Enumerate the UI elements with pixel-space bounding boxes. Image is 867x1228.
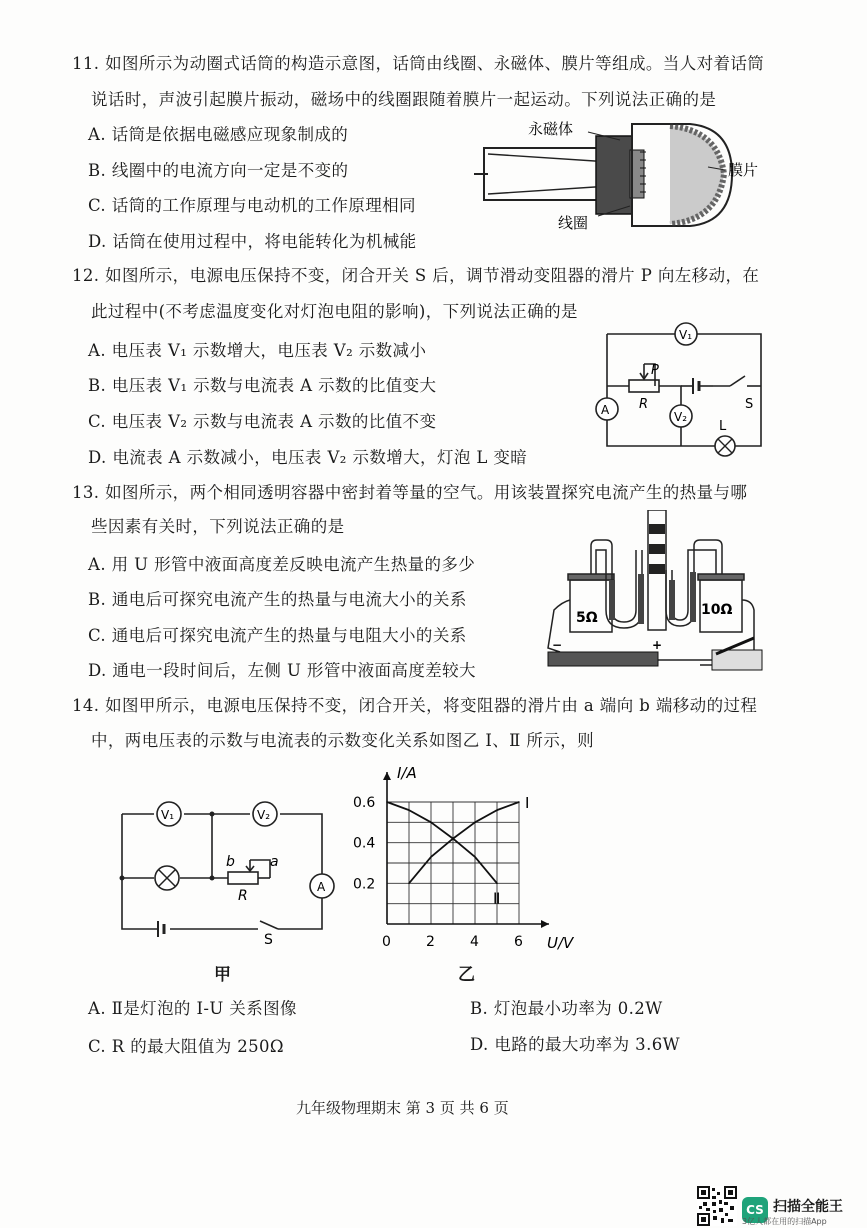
joule-heating-apparatus [540, 510, 770, 682]
q11-stem-line1: 11. 如图所示为动圈式话筒的构造示意图，话筒由线圈、永磁体、膜片等组成。当人对着话筒 [72, 54, 765, 73]
q12-stem-line2: 此过程中(不考虑温度变化对灯泡电阻的影响)，下列说法正确的是 [91, 302, 578, 321]
fig11-label-coil: 线圈 [558, 214, 589, 232]
fig11-label-magnet: 永磁体 [528, 120, 574, 138]
y-axis-label: I/A [397, 764, 417, 782]
q13-option-d: D. 通电一段时间后，左侧 U 形管中液面高度差较大 [88, 661, 476, 680]
fig12-rheostat-label: R [639, 397, 649, 412]
fig14-rheostat-label: R [238, 888, 248, 904]
q13-stem-line2: 些因素有关时，下列说法正确的是 [91, 517, 345, 536]
chart-axes [383, 764, 575, 952]
q13-option-a: A. 用 U 形管中液面高度差反映电流产生热量的多少 [88, 555, 476, 574]
series-label: Ⅱ [493, 889, 501, 908]
series-point [496, 809, 498, 811]
fig11-label-diaphragm: 膜片 [728, 161, 759, 179]
q12-option-a: A. 电压表 V₁ 示数增大，电压表 V₂ 示数减小 [88, 341, 427, 360]
x-axis-arrow [541, 920, 549, 928]
x-tick-label: 2 [426, 934, 435, 950]
fig12-v2-label: V₂ [674, 410, 688, 424]
fig13-r-left-label: 5Ω [576, 610, 598, 626]
series-label: Ⅰ [525, 794, 530, 812]
x-tick-label: 6 [514, 934, 523, 950]
qr-code-icon [697, 1186, 737, 1226]
x-tick-label: 0 [382, 934, 391, 950]
caption-yi: 乙 [458, 965, 475, 985]
fig13-minus-label: − [552, 638, 563, 652]
chart-series [386, 794, 529, 907]
fig12-slider-label: P [651, 363, 659, 378]
q13-stem-line1: 13. 如图所示，两个相同透明容器中密封着等量的空气。用该装置探究电流产生的热量与哪 [72, 483, 748, 502]
q12-option-b: B. 电压表 V₁ 示数与电流表 A 示数的比值变大 [88, 376, 437, 395]
series-point [430, 856, 432, 858]
q14-option-b: B. 灯泡最小功率为 0.2W [470, 999, 663, 1018]
q11-option-a: A. 话筒是依据电磁感应现象制成的 [88, 125, 349, 144]
chart-ticks [353, 795, 523, 950]
series-point [408, 883, 410, 885]
y-axis-arrow [383, 772, 391, 780]
q13-option-c: C. 通电后可探究电流产生的热量与电阻大小的关系 [88, 626, 467, 645]
fig14-ammeter-label: A [317, 880, 326, 894]
q14-option-d: D. 电路的最大功率为 3.6W [470, 1035, 680, 1054]
series-point [518, 801, 520, 803]
q14-option-a: A. Ⅱ是灯泡的 I-U 关系图像 [88, 999, 297, 1018]
fig12-ammeter-label: A [601, 403, 610, 417]
x-axis-label: U/V [547, 934, 574, 952]
series-point [408, 809, 410, 811]
q11-option-c: C. 话筒的工作原理与电动机的工作原理相同 [88, 196, 416, 215]
fig12-lamp-label: L [719, 419, 727, 434]
series-point [430, 822, 432, 824]
y-tick-label: 0.2 [353, 876, 376, 893]
q11-option-b: B. 线圈中的电流方向一定是不变的 [88, 161, 349, 180]
y-tick-label: 0.4 [353, 835, 376, 852]
circuit-q12 [585, 318, 775, 458]
microphone-figure [470, 112, 800, 242]
scanner-brand-sub: 3亿人都在用的扫描App [742, 1217, 827, 1226]
series-point [496, 883, 498, 885]
fig14-b-label: b [226, 854, 235, 870]
caption-jia: 甲 [214, 965, 231, 985]
fig14-a-label: a [270, 854, 279, 870]
scanner-brand: 扫描全能王 [773, 1199, 843, 1215]
q11-option-d: D. 话筒在使用过程中，将电能转化为机械能 [88, 232, 417, 251]
q14-stem-line2: 中，两电压表的示数与电流表的示数变化关系如图乙 Ⅰ、Ⅱ 所示，则 [91, 731, 595, 750]
y-tick-label: 0.6 [353, 795, 376, 811]
scanner-logo-badge: CS [742, 1197, 768, 1223]
circuit-q14-jia [110, 796, 346, 946]
iu-chart [350, 764, 590, 954]
q12-option-c: C. 电压表 V₂ 示数与电流表 A 示数的比值不变 [88, 412, 437, 431]
fig14-v1-label: V₁ [161, 808, 175, 822]
fig12-switch-label: S [745, 397, 754, 412]
q14-stem-line1: 14. 如图甲所示，电源电压保持不变，闭合开关，将变阻器的滑片由 a 端向 b 端移动的过程 [72, 696, 758, 715]
series-point [452, 838, 454, 840]
q12-stem-line1: 12. 如图所示，电源电压保持不变，闭合开关 S 后，调节滑动变阻器的滑片 P 向左移动，在 [72, 266, 760, 285]
q13-option-b: B. 通电后可探究电流产生的热量与电流大小的关系 [88, 590, 467, 609]
fig13-plus-label: + [652, 638, 663, 652]
x-tick-label: 4 [470, 934, 479, 950]
q12-option-d: D. 电流表 A 示数减小，电压表 V₂ 示数增大，灯泡 L 变暗 [88, 448, 528, 467]
series-point [474, 856, 476, 858]
fig14-switch-label: S [264, 932, 273, 946]
fig14-v2-label: V₂ [257, 808, 271, 822]
q11-stem-line2: 说话时，声波引起膜片振动，磁场中的线圈跟随着膜片一起运动。下列说法正确的是 [91, 90, 717, 109]
fig13-r-right-label: 10Ω [701, 602, 733, 618]
series-point [474, 822, 476, 824]
page-footer: 九年级物理期末 第 3 页 共 6 页 [296, 1099, 509, 1117]
fig12-v1-label: V₁ [679, 328, 693, 342]
series-point [386, 801, 388, 803]
q14-option-c: C. R 的最大阻值为 250Ω [88, 1037, 285, 1056]
